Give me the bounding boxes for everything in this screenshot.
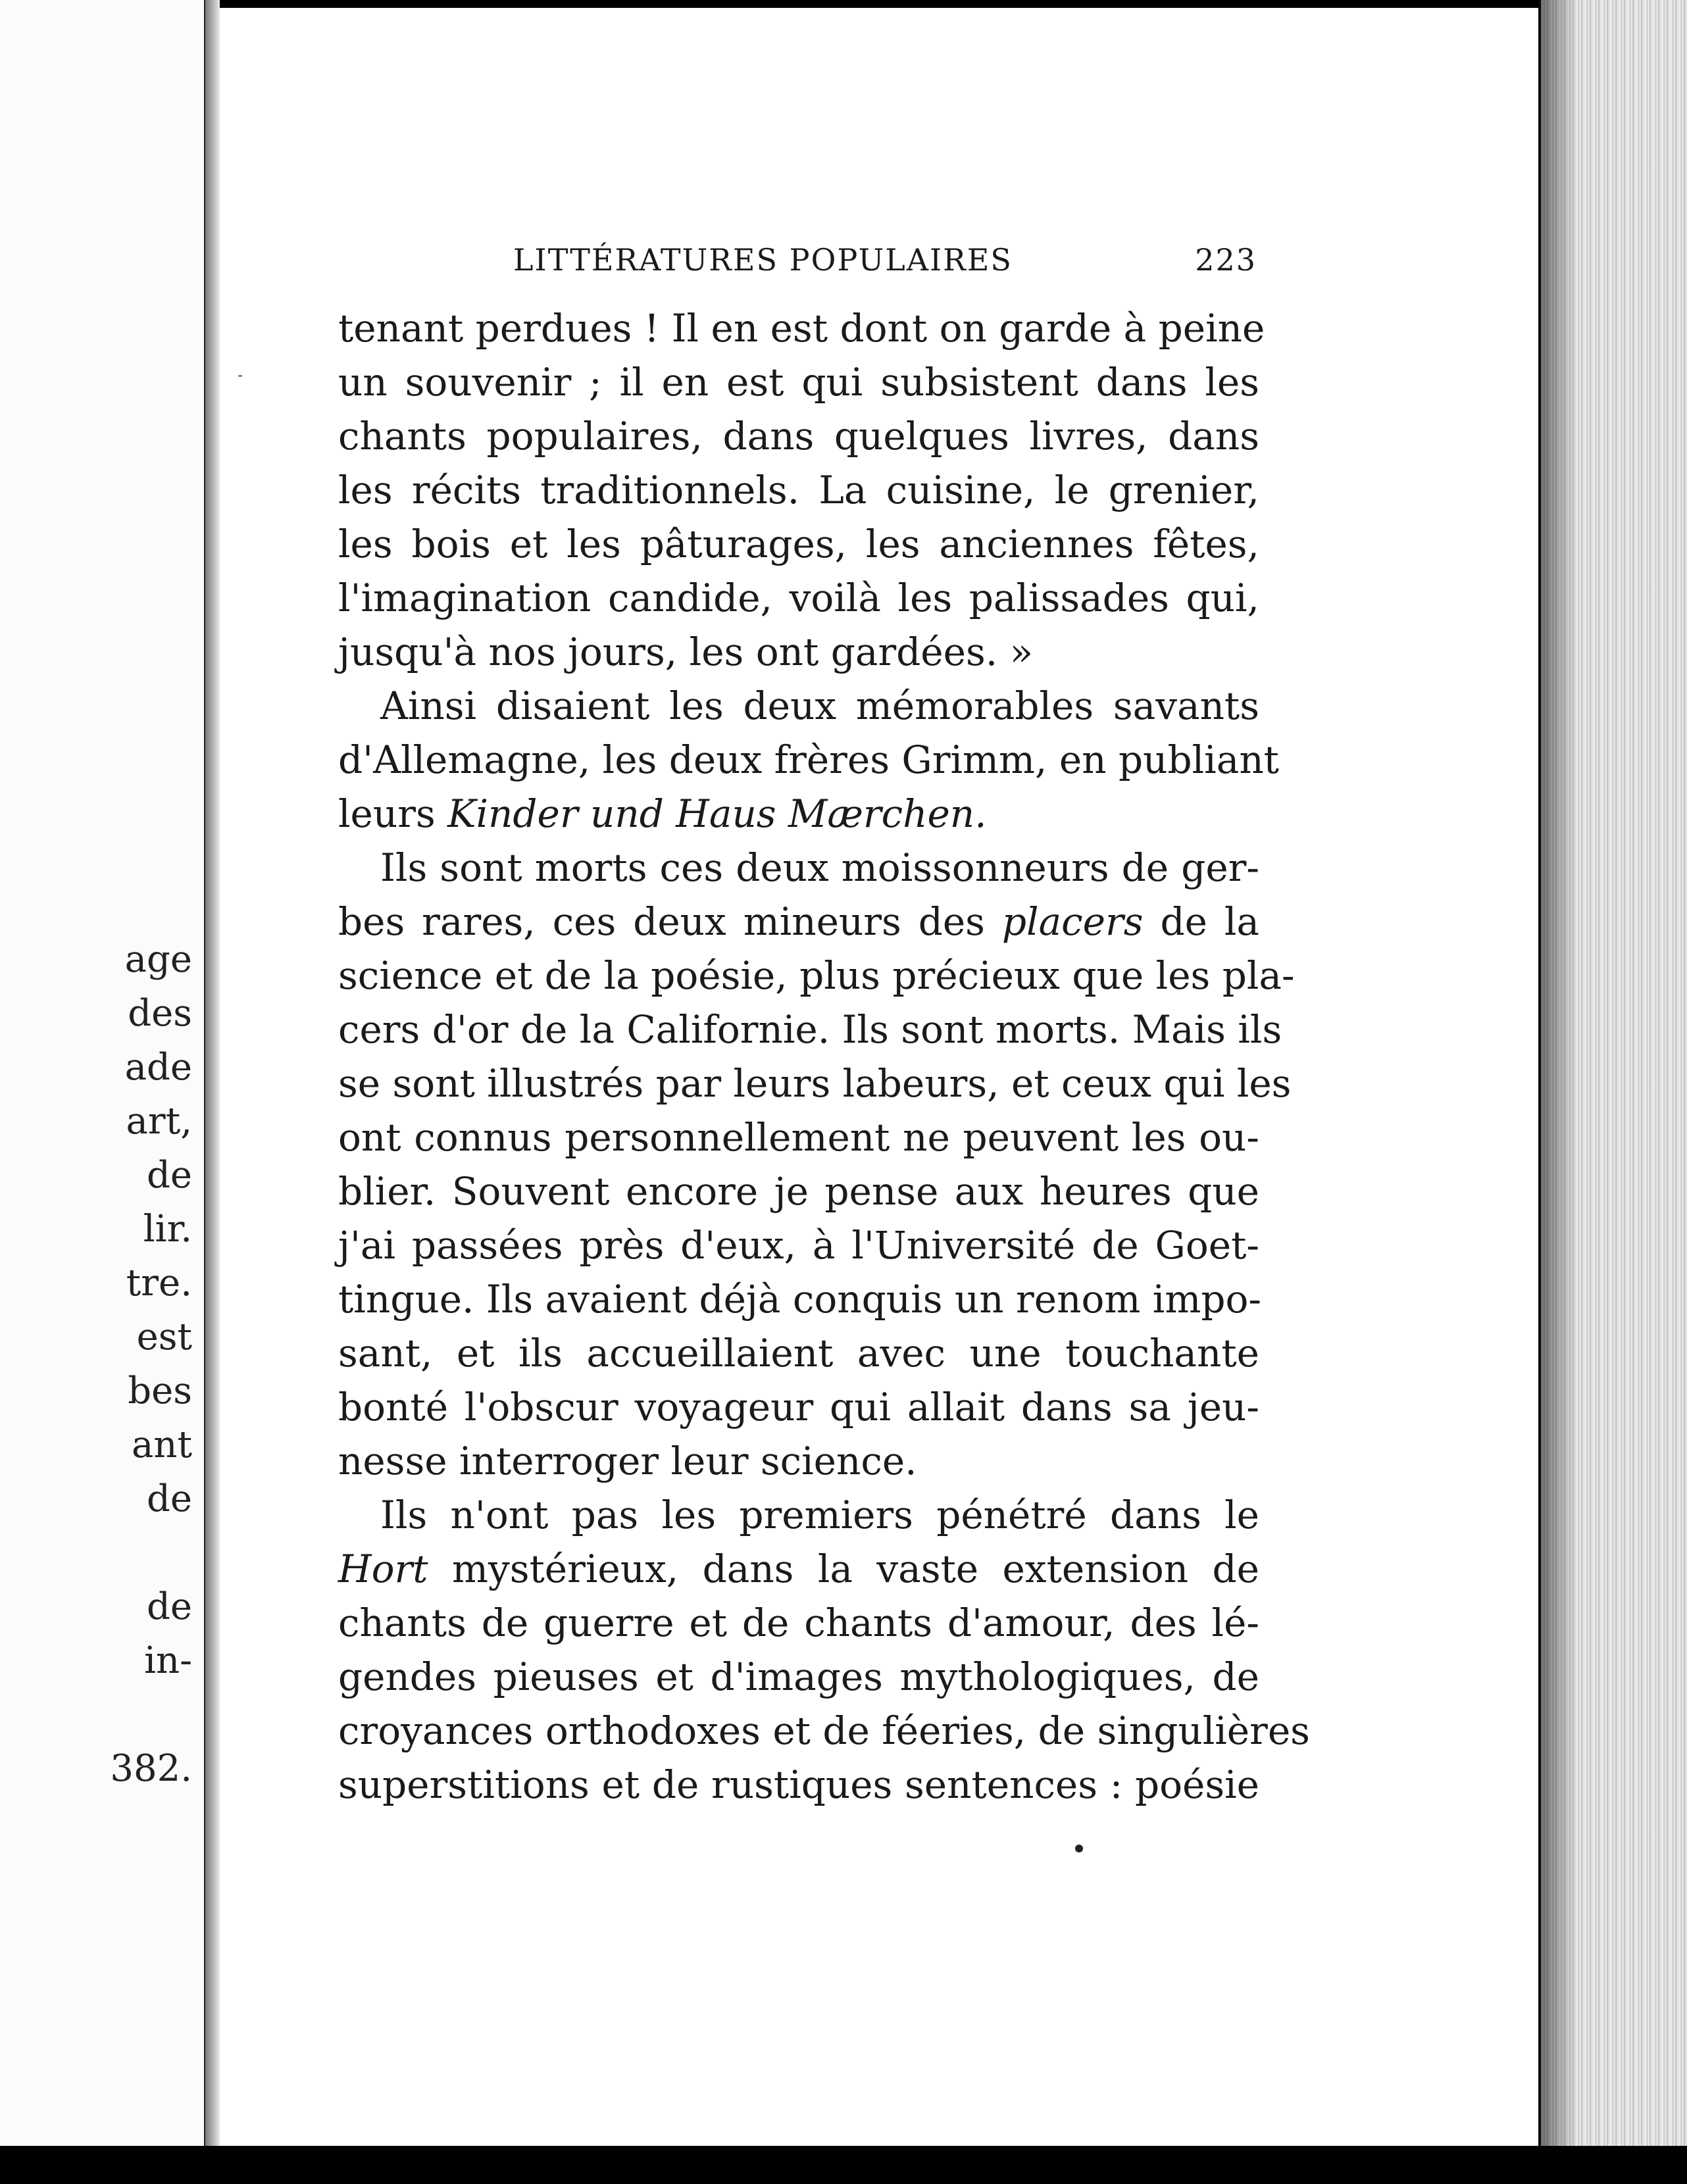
text-line: les récits traditionnels. La cuisine, le grenier, — [338, 468, 1259, 512]
left-page-edge — [0, 0, 206, 2184]
left-fragment: tre. — [126, 1262, 192, 1304]
left-fragment: bes — [128, 1370, 192, 1412]
left-fragment: de — [147, 1585, 192, 1628]
text-line: se sont illustrés par leurs labeurs, et ceux qui les — [338, 1061, 1292, 1106]
scan-border-bottom — [0, 2146, 1687, 2184]
left-fragment: de — [147, 1477, 192, 1520]
text-line: un souvenir ; il en est qui subsistent dans les — [338, 360, 1259, 405]
text-line: Ils n'ont pas les premiers pénétré dans le — [380, 1493, 1259, 1537]
text-line: j'ai passées près d'eux, à l'Université de Goet- — [338, 1223, 1259, 1268]
text-line: science et de la poésie, plus précieux que les pla- — [338, 953, 1295, 998]
text-run: leurs — [338, 791, 448, 836]
page-edge-shadow — [1538, 0, 1578, 2146]
body-text — [338, 301, 1310, 1812]
left-fragment: 382. — [110, 1747, 192, 1790]
text-line: ont connus personnellement ne peuvent les ou- — [338, 1115, 1259, 1160]
book-title: Kinder und Haus Mærchen. — [447, 791, 987, 836]
left-fragment: des — [128, 992, 192, 1035]
signature-mark — [1075, 1845, 1083, 1852]
text-line: chants de guerre et de chants d'amour, des lé- — [338, 1601, 1259, 1645]
text-line: d'Allemagne, les deux frères Grimm, en publiant — [338, 737, 1279, 782]
text-line: l'imagination candide, voilà les palissades qui, — [338, 576, 1259, 620]
text-line — [338, 787, 1259, 841]
page-header — [513, 242, 1257, 282]
text-line: cers d'or de la Californie. Ils sont morts. Mais ils — [338, 1007, 1282, 1052]
text-line: superstitions et de rustiques sentences : poésie — [338, 1762, 1259, 1807]
left-fragment: in- — [144, 1639, 192, 1682]
text-line — [338, 1542, 1259, 1596]
left-fragment: de — [147, 1154, 192, 1197]
emphasis: Hort — [338, 1547, 428, 1591]
text-line: Ils sont morts ces deux moissonneurs de ger- — [380, 845, 1259, 890]
text-line: tingue. Ils avaient déjà conquis un renom impo- — [338, 1277, 1261, 1322]
text-line: gendes pieuses et d'images mythologiques, de — [338, 1654, 1259, 1699]
running-head: LITTÉRATURES POPULAIRES — [513, 242, 1013, 278]
text-line: croyances orthodoxes et de féeries, de singulières — [338, 1708, 1310, 1753]
left-fragment: est — [136, 1316, 192, 1358]
text-run: bes rares, ces deux mineurs des — [338, 899, 1002, 944]
left-fragment: art, — [126, 1100, 192, 1143]
text-line: tenant perdues ! Il en est dont on garde à peine — [338, 306, 1265, 351]
text-line: bonté l'obscur voyageur qui allait dans sa jeu- — [338, 1385, 1259, 1429]
text-line: Ainsi disaient les deux mémorables savants — [380, 683, 1259, 728]
text-line: chants populaires, dans quelques livres, dans — [338, 414, 1259, 459]
book-gutter — [205, 0, 220, 2184]
text-run: mystérieux, dans la vaste extension de — [451, 1547, 1259, 1591]
text-line: nesse interroger leur science. — [338, 1439, 917, 1483]
text-line: sant, et ils accueillaient avec une touchante — [338, 1331, 1259, 1376]
text-line — [338, 895, 1259, 949]
text-line: jusqu'à nos jours, les ont gardées. » — [338, 630, 1034, 674]
left-fragment: age — [124, 938, 192, 981]
left-fragment: ade — [124, 1046, 192, 1089]
emphasis: placers — [1001, 899, 1144, 944]
scan-border-top — [220, 0, 1538, 8]
left-fragment: lir. — [143, 1208, 192, 1251]
text-line: les bois et les pâturages, les anciennes fêtes, — [338, 522, 1259, 566]
paper-speck — [238, 375, 242, 377]
left-fragment: ant — [132, 1424, 192, 1466]
page-number: 223 — [1195, 242, 1257, 278]
text-run: de la — [1160, 899, 1259, 944]
text-line: blier. Souvent encore je pense aux heures que — [338, 1169, 1259, 1214]
